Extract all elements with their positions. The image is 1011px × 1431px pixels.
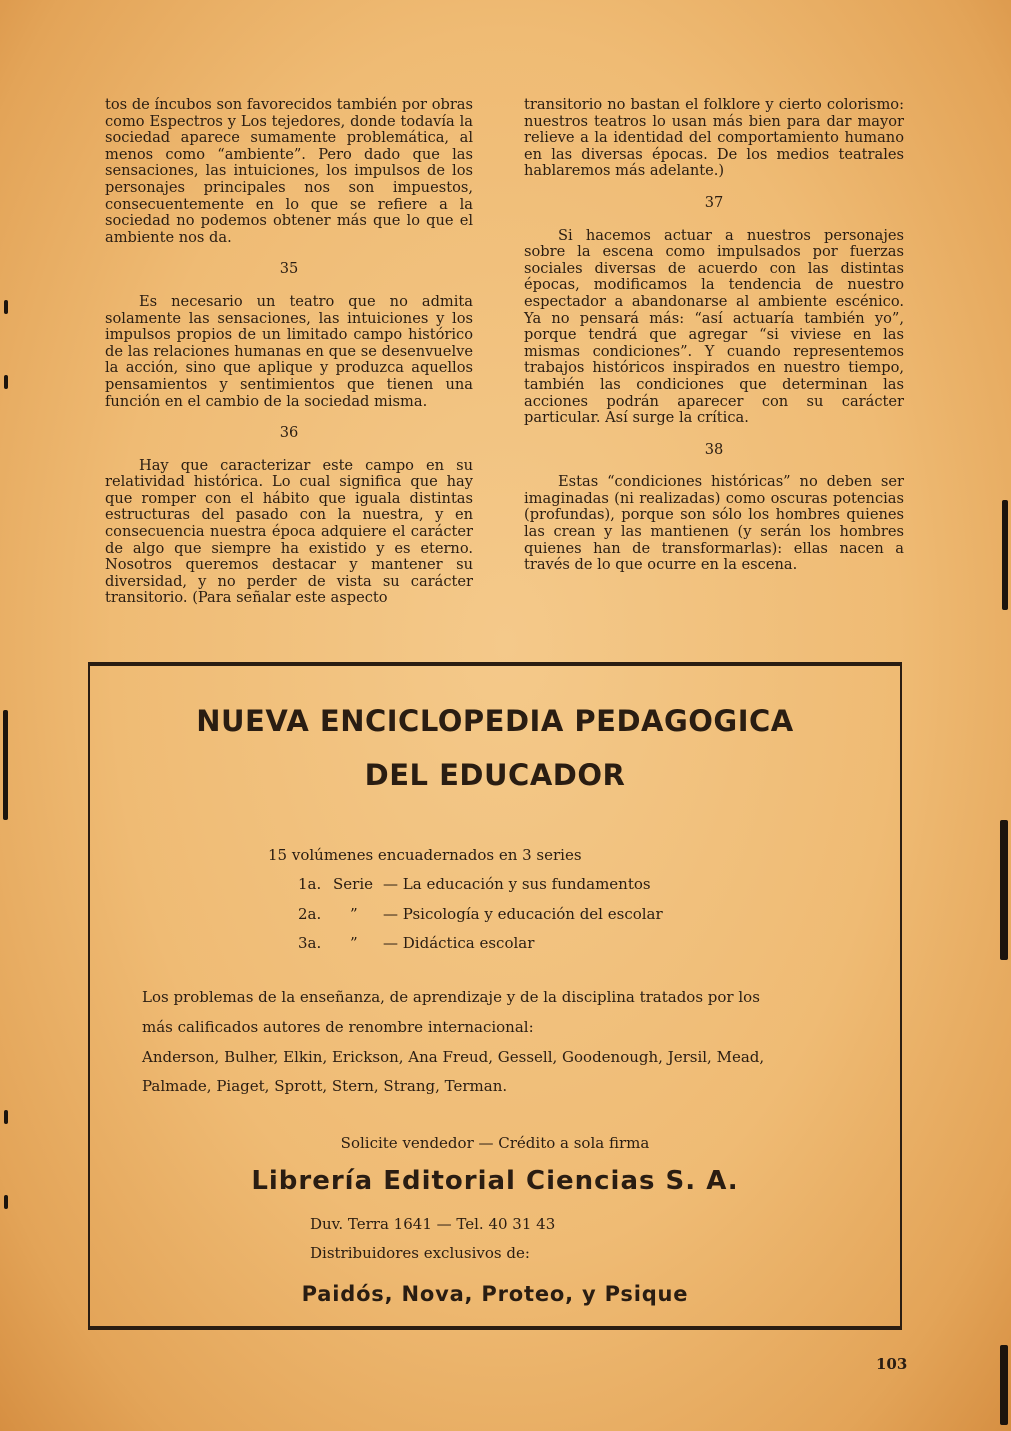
paragraph-35: Es necesario un teatro que no admita solamente las sensaciones, las intuiciones y los impulsos propios de un limitado campo histórico de las relaciones humanas en que se desenvuelve la acción, sino que aplique y produzca aquellos pensamientos y sentimientos que tienen una función en el cambio de la sociedad misma. (105, 292, 473, 410)
series-3-mark: ” (350, 934, 358, 952)
edge-mark (4, 300, 8, 314)
series-1-mark: Serie (333, 875, 373, 893)
edge-mark (1000, 1345, 1008, 1425)
edge-mark (4, 1110, 8, 1124)
ad-brands: Paidós, Nova, Proteo, y Psique (301, 1282, 689, 1306)
section-number-36: 36 (279, 424, 299, 442)
paragraph-38: Estas “condiciones históricas” no deben ser imaginadas (ni realizadas) como oscuras potencias (profundas), porque son sólo los hombres quienes las crean y las mantienen (y serán los hombres quienes han de transformarlas): ellas nacen a través de lo que ocurre en la escena. (524, 473, 904, 574)
paragraph-37: Si hacemos actuar a nuestros personajes sobre la escena como impulsados por fuerzas sociales diversas de acuerdo con las distintas épocas, modificamos la tendencia de nuestro espectador a abandonarse al ambiente escénico. Ya no pensará más: “así actuaría también yo”, porque tendrá que agregar “si viviese en las mismas condiciones”. Y cuando representemos trabajos históricos inspirados en nuestro tiempo, también las condiciones que determinan las acciones podrán aparecer con su carácter particular. Así surge la crítica. (524, 226, 904, 427)
right-column (524, 97, 904, 574)
ad-title-line1: NUEVA ENCICLOPEDIA PEDAGOGICA (196, 704, 794, 738)
ad-problems-line2: más calificados autores de renombre internacional: (142, 1018, 534, 1036)
ad-volumes: 15 volúmenes encuadernados en 3 series (268, 846, 582, 864)
series-1-num: 1a. (298, 875, 322, 893)
edge-mark (4, 1195, 8, 1209)
ad-authors-line1: Anderson, Bulher, Elkin, Erickson, Ana Freud, Gessell, Goodenough, Jersil, Mead, (142, 1048, 765, 1066)
ad-publisher: Librería Editorial Ciencias S. A. (251, 1166, 739, 1196)
series-2-mark: ” (350, 905, 358, 923)
series-2-text: — Psicología y educación del escolar (383, 905, 663, 923)
left-paragraph-top: tos de íncubos son favorecidos también por obras como Espectros y Los tejedores, donde todavía la sociedad aparece sumamente problemática, al menos como “ambiente”. Pero dado que las sensaciones, las intuiciones, los impulsos de los personajes principales nos son impuestos, consecuentemente en lo que se refiere a la sociedad no podemos obtener más que lo que el ambiente nos da. (105, 96, 473, 246)
section-number-35: 35 (279, 260, 299, 278)
page-number: 103 (876, 1355, 908, 1373)
ad-problems-line1: Los problemas de la enseñanza, de aprendizaje y de la disciplina tratados por los (142, 988, 760, 1006)
edge-mark (3, 710, 8, 820)
edge-mark (1002, 500, 1008, 610)
section-number-38: 38 (704, 440, 724, 458)
ad-address: Duv. Terra 1641 — Tel. 40 31 43 (310, 1215, 556, 1233)
ad-distributors: Distribuidores exclusivos de: (310, 1244, 530, 1262)
right-paragraph-top: transitorio no bastan el folklore y cierto colorismo: nuestros teatros lo usan más bien para dar mayor relieve a la identidad del comportamiento humano en las diversas épocas. De los medios teatrales hablaremos más adelante.) (524, 96, 904, 180)
series-1-text: — La educación y sus fundamentos (383, 875, 651, 893)
series-3-text: — Didáctica escolar (383, 934, 535, 952)
ad-authors-line2: Palmade, Piaget, Sprott, Stern, Strang, Terman. (142, 1077, 508, 1095)
advertisement-box (88, 662, 902, 1330)
left-column (105, 97, 473, 607)
section-number-37: 37 (704, 193, 724, 211)
ad-solicite: Solicite vendedor — Crédito a sola firma (340, 1134, 650, 1152)
paragraph-36: Hay que caracterizar este campo en su relatividad histórica. Lo cual significa que hay que romper con el hábito que iguala distintas estructuras del pasado con la nuestra, y en consecuencia nuestra época adquiere el carácter de algo que siempre ha existido y es eterno. Nosotros queremos destacar y mantener su diversidad, y no perder de vista su carácter transitorio. (Para señalar este aspecto (105, 456, 473, 607)
series-3-num: 3a. (298, 934, 322, 952)
edge-mark (1000, 820, 1008, 960)
edge-mark (4, 375, 8, 389)
series-2-num: 2a. (298, 905, 322, 923)
ad-title-line2: DEL EDUCADOR (364, 758, 626, 792)
